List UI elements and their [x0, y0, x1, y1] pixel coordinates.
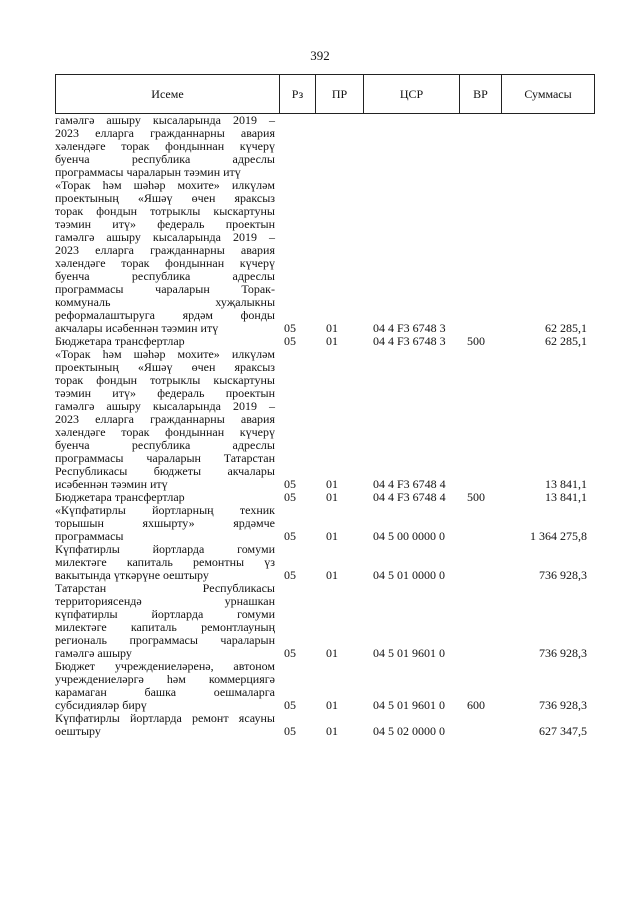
- row-name-line: субсидияләр бирү: [55, 698, 147, 712]
- row-pr: 01: [326, 477, 338, 491]
- row-name-line: акчалары исәбеннән тәэмин итү: [55, 321, 219, 335]
- row-name-line: хәлендәге торак фондыннан күчерү: [55, 425, 275, 439]
- row-csr: 04 5 01 0000 0: [373, 568, 445, 582]
- row-name-line: хәлендәге торак фондыннан күчерү: [55, 256, 275, 270]
- table-body: [55, 114, 595, 738]
- table-row: [55, 712, 595, 738]
- table-row: [55, 660, 595, 712]
- row-name-line: реформалаштыруга ярдәм фонды: [55, 308, 275, 322]
- row-name-line: территориясендә урнашкан: [55, 594, 275, 608]
- row-pr: 01: [326, 490, 338, 504]
- row-name-line: 2023 елларга гражданнарны авария: [55, 412, 275, 426]
- row-name-line: программасы: [55, 529, 124, 543]
- row-vr: 500: [467, 334, 485, 348]
- header-rz: Рз: [280, 75, 316, 113]
- row-name-line: Күпфатирлы йортларда гомуми: [55, 542, 275, 556]
- row-vr: 500: [467, 490, 485, 504]
- row-pr: 01: [326, 321, 338, 335]
- row-name: [55, 179, 275, 335]
- row-name-line: хәлендәге торак фондыннан күчерү: [55, 139, 275, 153]
- row-sum: 736 928,3: [539, 646, 587, 660]
- row-rz: 05: [284, 529, 296, 543]
- row-name: [55, 582, 275, 660]
- row-name-line: карамаган башка оешмаларга: [55, 685, 275, 699]
- row-name: [55, 660, 275, 712]
- row-csr: 04 5 01 9601 0: [373, 698, 445, 712]
- row-pr: 01: [326, 334, 338, 348]
- row-name-line: программасы чараларын Татарстан: [55, 451, 275, 465]
- row-csr: 04 4 F3 6748 3: [373, 334, 446, 348]
- header-sum: Суммасы: [524, 87, 572, 101]
- table-row: [55, 582, 595, 660]
- row-name-line: торак фондын тотрыклы кыскартуны: [55, 373, 275, 387]
- header-pr: ПР: [316, 75, 364, 113]
- row-pr: 01: [326, 724, 338, 738]
- row-name-line: гамәлгә ашыру кысаларында 2019 –: [55, 399, 275, 413]
- row-name-line: Бюджетара трансфертлар: [55, 490, 185, 504]
- row-rz: 05: [284, 646, 296, 660]
- row-rz: 05: [284, 334, 296, 348]
- row-rz: 05: [284, 490, 296, 504]
- row-name: [55, 114, 275, 179]
- table-row: [55, 114, 595, 179]
- row-rz: 05: [284, 321, 296, 335]
- row-sum: 13 841,1: [545, 490, 587, 504]
- row-csr: 04 4 F3 6748 3: [373, 321, 446, 335]
- row-sum: 13 841,1: [545, 477, 587, 491]
- row-sum: 62 285,1: [545, 334, 587, 348]
- row-name-line: 2023 елларга гражданнарны авария: [55, 126, 275, 140]
- row-rz: 05: [284, 698, 296, 712]
- row-sum: 736 928,3: [539, 698, 587, 712]
- row-name-line: буенча республика адреслы: [55, 269, 275, 283]
- table-row: [55, 543, 595, 582]
- row-rz: 05: [284, 724, 296, 738]
- row-csr: 04 5 02 0000 0: [373, 724, 445, 738]
- row-rz: 05: [284, 477, 296, 491]
- row-name: [55, 504, 275, 543]
- row-csr: 04 4 F3 6748 4: [373, 477, 446, 491]
- row-name: [55, 348, 275, 491]
- row-csr: 04 5 00 0000 0: [373, 529, 445, 543]
- row-name-line: Бюджетара трансфертлар: [55, 334, 185, 348]
- row-name-line: торышын яхшырту» ярдәмче: [55, 516, 275, 530]
- row-name-line: региональ программасы чараларын: [55, 633, 275, 647]
- row-pr: 01: [326, 568, 338, 582]
- row-name-line: буенча республика адреслы: [55, 438, 275, 452]
- page-number: 392: [310, 48, 330, 63]
- row-pr: 01: [326, 529, 338, 543]
- row-sum: 1 364 275,8: [530, 529, 587, 543]
- row-pr: 01: [326, 646, 338, 660]
- row-name-line: программасы чараларын тәэмин итү: [55, 165, 241, 179]
- row-name-line: Күпфатирлы йортларда ремонт ясауны: [55, 711, 275, 725]
- row-name-line: тәэмин итү» федераль проектын: [55, 217, 275, 231]
- row-name-line: оештыру: [55, 724, 101, 738]
- header-vr: ВР: [460, 75, 502, 113]
- header-csr: ЦСР: [364, 75, 460, 113]
- row-name-line: буенча республика адреслы: [55, 152, 275, 166]
- row-sum: 627 347,5: [539, 724, 587, 738]
- row-name: [55, 543, 275, 582]
- row-name-line: 2023 елларга гражданнарны авария: [55, 243, 275, 257]
- row-name-line: күпфатирлы йортларда гомуми: [55, 607, 275, 621]
- row-name-line: гамәлгә ашыру: [55, 646, 132, 660]
- row-name-line: исәбеннән тәэмин итү: [55, 477, 168, 491]
- row-name-line: вакытында үткәрүне оештыру: [55, 568, 209, 582]
- row-csr: 04 4 F3 6748 4: [373, 490, 446, 504]
- row-vr: 600: [467, 698, 485, 712]
- row-csr: 04 5 01 9601 0: [373, 646, 445, 660]
- row-name-line: милектәге капиталь ремонтны үз: [55, 555, 275, 569]
- row-name-line: коммуналь хуҗалыкны: [55, 295, 275, 309]
- table-row: [55, 348, 595, 491]
- row-pr: 01: [326, 698, 338, 712]
- row-name-line: Республикасы бюджеты акчалары: [55, 464, 275, 478]
- table-header: [55, 74, 595, 114]
- row-name-line: «Торак һәм шәһәр мохите» илкүләм: [55, 178, 275, 192]
- row-name-line: милектәге капиталь ремонтлауның: [55, 620, 275, 634]
- row-name-line: программасы чараларын Торак-: [55, 282, 275, 296]
- table-row: [55, 179, 595, 335]
- row-name: [55, 712, 275, 738]
- row-sum: 736 928,3: [539, 568, 587, 582]
- row-name-line: гамәлгә ашыру кысаларында 2019 –: [55, 230, 275, 244]
- table-row: [55, 504, 595, 543]
- row-name-line: проектының «Яшәү өчен яраксыз: [55, 191, 275, 205]
- row-rz: 05: [284, 568, 296, 582]
- row-name-line: тәэмин итү» федераль проектын: [55, 386, 275, 400]
- header-name: Исеме: [56, 75, 280, 113]
- row-name-line: торак фондын тотрыклы кыскартуны: [55, 204, 275, 218]
- row-sum: 62 285,1: [545, 321, 587, 335]
- row-name-line: учреждениеләргә һәм коммерциягә: [55, 672, 275, 686]
- row-name-line: Татарстан Республикасы: [55, 581, 275, 595]
- row-name-line: «Торак һәм шәһәр мохите» илкүләм: [55, 347, 275, 361]
- row-name-line: «Күпфатирлы йортларның техник: [55, 503, 275, 517]
- row-name-line: Бюджет учреждениеләренә, автоном: [55, 659, 275, 673]
- row-name-line: проектының «Яшәү өчен яраксыз: [55, 360, 275, 374]
- row-name-line: гамәлгә ашыру кысаларында 2019 –: [55, 113, 275, 127]
